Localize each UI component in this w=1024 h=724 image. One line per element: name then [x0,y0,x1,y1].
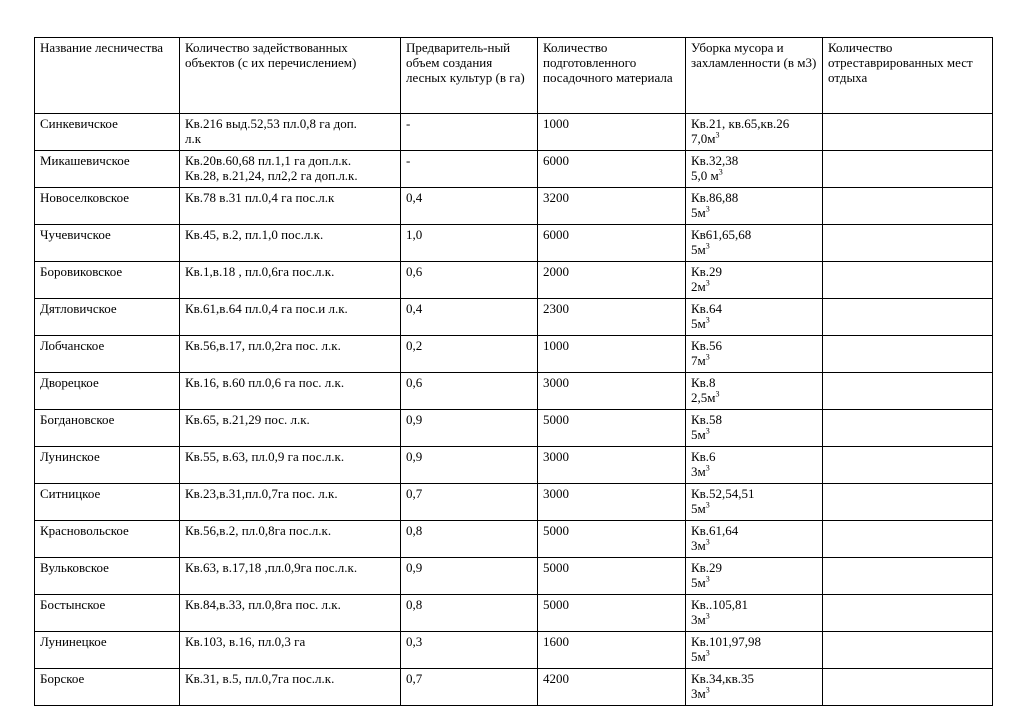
cleanup-amount: 3м [691,538,706,553]
cell-garbage-cleanup [686,410,823,447]
cell-planting-volume: 0,8 [401,595,538,632]
cell-garbage-cleanup [686,558,823,595]
cubic-superscript: 3 [705,611,710,621]
cell-forestry-name: Бостынское [35,595,180,632]
cleanup-amount-line [691,390,818,405]
cell-garbage-cleanup [686,595,823,632]
cell-garbage-cleanup [686,225,823,262]
cell-restored-places [823,299,993,336]
cubic-superscript: 3 [705,685,710,695]
cell-objects [180,558,401,595]
cell-planting-material: 5000 [538,558,686,595]
cell-planting-volume: 0,6 [401,262,538,299]
cleanup-amount-line [691,205,818,220]
cell-garbage-cleanup [686,299,823,336]
cell-planting-material: 3000 [538,373,686,410]
table-row [35,410,993,447]
cell-forestry-name: Лунинецкое [35,632,180,669]
forestry-report-table [34,37,993,706]
cleanup-amount-line [691,612,818,627]
cell-garbage-cleanup [686,262,823,299]
cell-planting-material: 4200 [538,669,686,706]
cell-planting-volume: 0,9 [401,447,538,484]
cell-restored-places [823,336,993,373]
cell-restored-places [823,151,993,188]
cell-garbage-cleanup [686,669,823,706]
cleanup-quarters: Кв.34,кв.35 [691,671,755,686]
cell-objects [180,521,401,558]
cell-objects [180,188,401,225]
cell-planting-material: 1600 [538,632,686,669]
cubic-superscript: 3 [705,241,710,251]
cubic-superscript: 3 [705,537,710,547]
cleanup-amount: 5,0 м [691,168,719,183]
table-row [35,336,993,373]
cell-restored-places [823,410,993,447]
objects-line: л.к [185,131,202,146]
cubic-superscript: 3 [705,315,710,325]
cleanup-quarters: Кв.101,97,98 [691,634,762,649]
table-row [35,595,993,632]
table-row [35,188,993,225]
cleanup-amount: 5м [691,427,706,442]
cell-restored-places [823,373,993,410]
objects-line: Кв.55, в.63, пл.0,9 га пос.л.к. [185,449,345,464]
cell-restored-places [823,262,993,299]
cell-planting-material: 6000 [538,151,686,188]
cleanup-amount-line [691,242,818,257]
cell-forestry-name: Новоселковское [35,188,180,225]
header-planting-volume: Предваритель-ный объем создания лесных культур (в га) [401,38,538,114]
cleanup-quarters: Кв61,65,68 [691,227,752,242]
cleanup-amount-line [691,538,818,553]
cell-garbage-cleanup [686,373,823,410]
cell-objects [180,447,401,484]
cell-planting-material: 2000 [538,262,686,299]
cleanup-amount-line [691,649,818,664]
cell-objects [180,373,401,410]
objects-line: Кв.216 выд.52,53 пл.0,8 га доп. [185,116,357,131]
cell-planting-material: 5000 [538,410,686,447]
table-row [35,299,993,336]
cleanup-amount: 7м [691,353,706,368]
cleanup-quarters: Кв.32,38 [691,153,739,168]
cell-planting-material: 5000 [538,595,686,632]
cleanup-amount: 7,0м [691,131,716,146]
cleanup-quarters: Кв.56 [691,338,723,353]
cell-planting-material: 2300 [538,299,686,336]
objects-line: Кв.61,в.64 пл.0,4 га пос.и л.к. [185,301,348,316]
objects-line: Кв.28, в.21,24, пл2,2 га доп.л.к. [185,168,358,183]
cell-garbage-cleanup [686,188,823,225]
table-row [35,632,993,669]
objects-line: Кв.84,в.33, пл.0,8га пос. л.к. [185,597,341,612]
objects-line: Кв.1,в.18 , пл.0,6га пос.л.к. [185,264,335,279]
cell-forestry-name: Вульковское [35,558,180,595]
cleanup-amount: 5м [691,242,706,257]
cleanup-amount-line [691,686,818,701]
table-row [35,484,993,521]
cell-forestry-name: Чучевичское [35,225,180,262]
cleanup-amount: 2,5м [691,390,716,405]
table-header-row [35,38,993,114]
cell-restored-places [823,521,993,558]
cell-forestry-name: Красновольское [35,521,180,558]
cell-planting-volume: 0,7 [401,669,538,706]
table-row [35,521,993,558]
cell-restored-places [823,225,993,262]
cell-objects [180,336,401,373]
cell-planting-volume: 0,9 [401,410,538,447]
cubic-superscript: 3 [718,167,723,177]
cell-objects [180,151,401,188]
table-row [35,558,993,595]
cell-forestry-name: Лобчанское [35,336,180,373]
cell-planting-volume: 0,4 [401,299,538,336]
cell-planting-volume: 0,9 [401,558,538,595]
cell-forestry-name: Борское [35,669,180,706]
header-planting-material: Количество подготовленного посадочного материала [538,38,686,114]
objects-line: Кв.16, в.60 пл.0,6 га пос. л.к. [185,375,345,390]
cubic-superscript: 3 [705,352,710,362]
cell-planting-volume: 1,0 [401,225,538,262]
cleanup-quarters: Кв..105,81 [691,597,749,612]
table-row [35,373,993,410]
header-restored-places: Количество отреставрированных мест отдыха [823,38,993,114]
cell-forestry-name: Лунинское [35,447,180,484]
cell-planting-volume: - [401,114,538,151]
cell-objects [180,299,401,336]
objects-line: Кв.20в.60,68 пл.1,1 га доп.л.к. [185,153,352,168]
cleanup-amount-line [691,464,818,479]
cell-objects [180,114,401,151]
cell-planting-material: 3200 [538,188,686,225]
table-row [35,114,993,151]
cubic-superscript: 3 [715,389,720,399]
cleanup-amount-line [691,279,818,294]
cell-planting-volume: 0,4 [401,188,538,225]
cell-objects [180,225,401,262]
cell-restored-places [823,484,993,521]
cell-forestry-name: Дятловичское [35,299,180,336]
cell-garbage-cleanup [686,447,823,484]
cell-planting-volume: - [401,151,538,188]
objects-line: Кв.45, в.2, пл.1,0 пос.л.к. [185,227,324,242]
objects-line: Кв.31, в.5, пл.0,7га пос.л.к. [185,671,335,686]
cubic-superscript: 3 [705,648,710,658]
cleanup-amount-line [691,131,818,146]
cell-planting-volume: 0,8 [401,521,538,558]
objects-line: Кв.56,в.17, пл.0,2га пос. л.к. [185,338,341,353]
cleanup-quarters: Кв.64 [691,301,723,316]
cell-garbage-cleanup [686,484,823,521]
cell-forestry-name: Микашевичское [35,151,180,188]
cleanup-quarters: Кв.58 [691,412,723,427]
cubic-superscript: 3 [705,574,710,584]
cubic-superscript: 3 [705,463,710,473]
table-body [35,114,993,706]
table-row [35,225,993,262]
cell-planting-volume: 0,7 [401,484,538,521]
cell-objects [180,484,401,521]
cell-planting-volume: 0,2 [401,336,538,373]
cleanup-quarters: Кв.61,64 [691,523,739,538]
cleanup-amount-line [691,316,818,331]
table-row [35,262,993,299]
header-garbage-cleanup: Уборка мусора и захламленности (в м3) [686,38,823,114]
objects-line: Кв.78 в.31 пл.0,4 га пос.л.к [185,190,335,205]
cell-restored-places [823,558,993,595]
cell-restored-places [823,595,993,632]
cleanup-quarters: Кв.52,54,51 [691,486,755,501]
cell-planting-material: 1000 [538,336,686,373]
cell-forestry-name: Богдановское [35,410,180,447]
cleanup-quarters: Кв.6 [691,449,716,464]
cleanup-quarters: Кв.29 [691,264,723,279]
cell-garbage-cleanup [686,521,823,558]
cell-objects [180,669,401,706]
cleanup-amount-line [691,168,818,183]
cell-objects [180,595,401,632]
cubic-superscript: 3 [705,278,710,288]
cleanup-amount: 5м [691,575,706,590]
cell-garbage-cleanup [686,114,823,151]
cell-planting-volume: 0,6 [401,373,538,410]
cell-garbage-cleanup [686,632,823,669]
objects-line: Кв.63, в.17,18 ,пл.0,9га пос.л.к. [185,560,358,575]
cleanup-quarters: Кв.86,88 [691,190,739,205]
objects-line: Кв.23,в.31,пл.0,7га пос. л.к. [185,486,338,501]
cleanup-quarters: Кв.8 [691,375,716,390]
cubic-superscript: 3 [705,426,710,436]
cell-forestry-name: Дворецкое [35,373,180,410]
cubic-superscript: 3 [715,130,720,140]
cell-garbage-cleanup [686,336,823,373]
cleanup-amount: 3м [691,612,706,627]
cubic-superscript: 3 [705,204,710,214]
cell-objects [180,632,401,669]
cell-planting-volume: 0,3 [401,632,538,669]
cell-restored-places [823,114,993,151]
cleanup-amount-line [691,353,818,368]
cleanup-amount-line [691,575,818,590]
cell-planting-material: 6000 [538,225,686,262]
cleanup-amount: 3м [691,464,706,479]
cleanup-amount: 5м [691,501,706,516]
cell-planting-material: 3000 [538,447,686,484]
objects-line: Кв.56,в.2, пл.0,8га пос.л.к. [185,523,332,538]
cleanup-amount: 2м [691,279,706,294]
cell-planting-material: 3000 [538,484,686,521]
cleanup-quarters: Кв.21, кв.65,кв.26 [691,116,790,131]
cell-objects [180,262,401,299]
cleanup-amount: 5м [691,205,706,220]
cubic-superscript: 3 [705,500,710,510]
table-row [35,447,993,484]
cleanup-amount-line [691,501,818,516]
cleanup-amount-line [691,427,818,442]
cell-restored-places [823,188,993,225]
cleanup-amount: 5м [691,316,706,331]
cell-restored-places [823,669,993,706]
table-row [35,151,993,188]
header-forestry-name: Название лесничества [35,38,180,114]
objects-line: Кв.65, в.21,29 пос. л.к. [185,412,310,427]
cell-objects [180,410,401,447]
cell-restored-places [823,632,993,669]
cell-forestry-name: Ситницкое [35,484,180,521]
cell-forestry-name: Синкевичское [35,114,180,151]
header-objects: Количество задействованных объектов (с их перечислением) [180,38,401,114]
table-row [35,669,993,706]
objects-line: Кв.103, в.16, пл.0,3 га [185,634,306,649]
cleanup-amount: 5м [691,649,706,664]
cleanup-quarters: Кв.29 [691,560,723,575]
cell-planting-material: 1000 [538,114,686,151]
cell-planting-material: 5000 [538,521,686,558]
cell-restored-places [823,447,993,484]
cell-forestry-name: Боровиковское [35,262,180,299]
cleanup-amount: 3м [691,686,706,701]
cell-garbage-cleanup [686,151,823,188]
